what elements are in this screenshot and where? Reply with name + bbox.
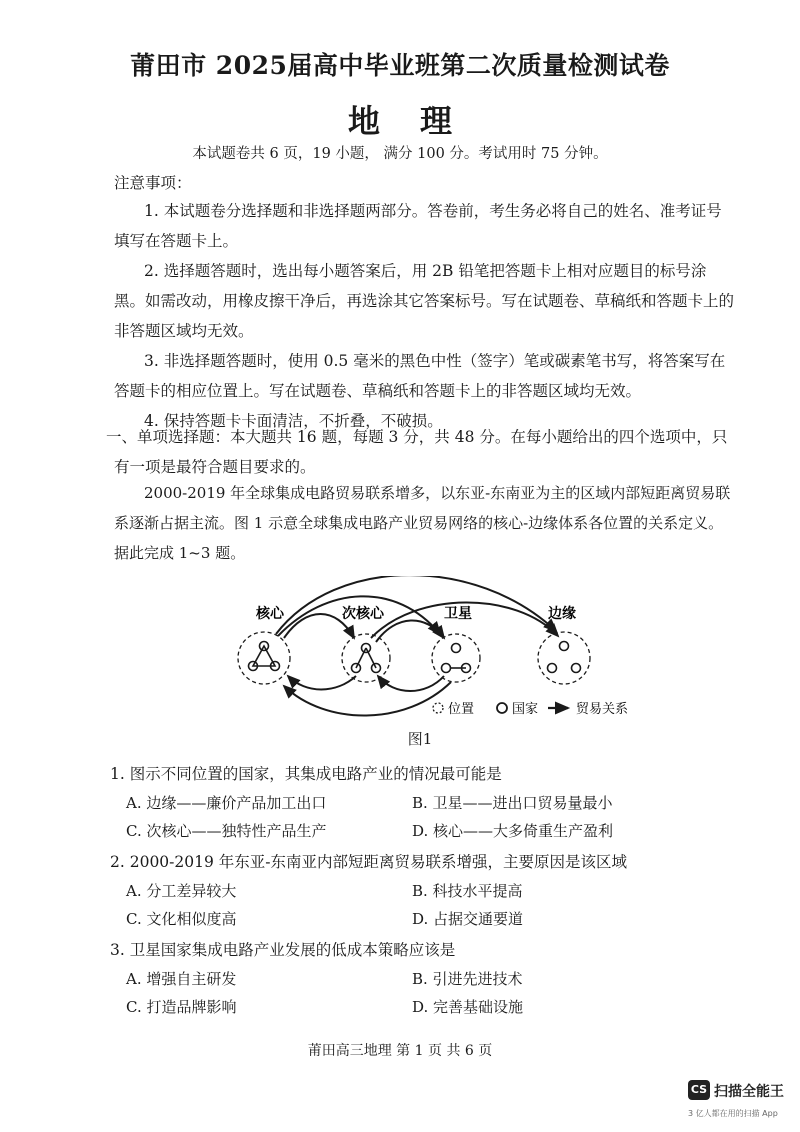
legend-trade-label: 贸易关系 — [576, 702, 629, 717]
option-b: B. 引进先进技术 — [412, 970, 523, 988]
notes-list — [114, 196, 734, 436]
note-item: 1. 本试题卷分选择题和非选择题两部分。答卷前，考生务必将自己的姓名、准考证号填写在答题卡上。 — [114, 202, 722, 250]
question-stem: 1. 图示不同位置的国家，其集成电路产业的情况最可能是 — [110, 765, 502, 783]
option-d: D. 核心——大多倚重生产盈利 — [412, 822, 614, 840]
node-label-core: 核心 — [256, 606, 284, 622]
trade-arc-satellite-core — [284, 682, 451, 716]
option-b: B. 卫星——进出口贸易量最小 — [412, 794, 613, 812]
note-item: 3. 非选择题答题时，使用 0.5 毫米的黑色中性（签字）笔或碳素笔书写，将答案写在答题卡的相应位置上。写在试题卷、草稿纸和答题卡上的非答题区域均无效。 — [114, 352, 726, 400]
satellite-position — [432, 634, 480, 682]
page-footer: 莆田高三地理 第 1 页 共 6 页 — [307, 1043, 493, 1059]
figure-caption: 图1 — [407, 730, 433, 748]
core-position — [238, 632, 290, 684]
brand-tagline: 3 亿人都在用的扫描 App — [688, 1109, 778, 1118]
option-a: A. 增强自主研发 — [126, 970, 237, 988]
satellite-countries — [442, 644, 471, 673]
brand-name: 扫描全能王 — [714, 1084, 784, 1100]
trade-arc-subcore-core — [288, 676, 356, 690]
legend-position-symbol — [433, 703, 443, 713]
core-countries — [249, 642, 280, 671]
note-item: 4. 保持答题卡卡面清洁，不折叠，不破损。 — [144, 412, 443, 430]
periphery-position — [538, 632, 590, 684]
figure-legend — [433, 702, 628, 717]
core-periphery-diagram — [226, 576, 646, 726]
notes-heading: 注意事项： — [114, 174, 192, 192]
periphery-countries — [548, 642, 581, 673]
trade-arc-subcore-satellite — [376, 620, 444, 642]
camscanner-logo-icon: CS — [688, 1080, 710, 1100]
note-item: 2. 选择题答题时，选出每小题答案后，用 2B 铅笔把答题卡上相对应题目的标号涂黑。如需改动，用橡皮擦干净后，再选涂其它答案标号。写在试题卷、草稿纸和答题卡上的非答题区域均无效。 — [114, 262, 735, 340]
option-b: B. 科技水平提高 — [412, 882, 523, 900]
node-label-satellite: 卫星 — [444, 606, 472, 622]
subcore-countries — [352, 644, 381, 673]
question-stem: 2. 2000-2019 年东亚-东南亚内部短距离贸易联系增强，主要原因是该区域 — [110, 853, 628, 871]
subcore-position — [342, 634, 390, 682]
subject-title: 地理 — [347, 102, 492, 140]
node-label-periphery: 边缘 — [548, 606, 576, 622]
question-stem: 3. 卫星国家集成电路产业发展的低成本策略应该是 — [110, 941, 456, 959]
option-c: C. 次核心——独特性产品生产 — [126, 822, 327, 840]
question-intro-block — [114, 478, 734, 568]
option-c: C. 打造品牌影响 — [126, 998, 237, 1016]
option-a: A. 分工差异较大 — [126, 882, 237, 900]
option-a: A. 边缘——廉价产品加工出口 — [126, 794, 327, 812]
legend-country-label: 国家 — [512, 702, 539, 717]
legend-country-symbol — [497, 703, 507, 713]
section-heading: 一、单项选择题：本大题共 16 题，每题 3 分，共 48 分。在每小题给出的四个选项中，只有一项是最符合题目要求的。 — [106, 428, 728, 476]
question-intro: 2000-2019 年全球集成电路贸易联系增多，以东亚-东南亚为主的区域内部短距离贸易联系逐渐占据主流。图 1 示意全球集成电路产业贸易网络的核心-边缘体系各位置的关系定义。据此完成 1~3 题。 — [114, 484, 731, 562]
node-label-subcore: 次核心 — [342, 606, 384, 622]
trade-arc-core-periphery — [276, 576, 556, 634]
section-heading-block — [106, 422, 734, 482]
scanner-watermark — [688, 1080, 798, 1128]
option-c: C. 文化相似度高 — [126, 910, 237, 928]
option-d: D. 占据交通要道 — [412, 910, 524, 928]
exam-meta: 本试题卷共 6 页，19 小题， 满分 100 分。考试用时 75 分钟。 — [192, 146, 608, 162]
legend-position-label: 位置 — [448, 702, 475, 717]
option-d: D. 完善基础设施 — [412, 998, 524, 1016]
exam-title: 莆田市 2025届高中毕业班第二次质量检测试卷 — [130, 51, 670, 80]
trade-arc-satellite-subcore — [378, 676, 444, 691]
